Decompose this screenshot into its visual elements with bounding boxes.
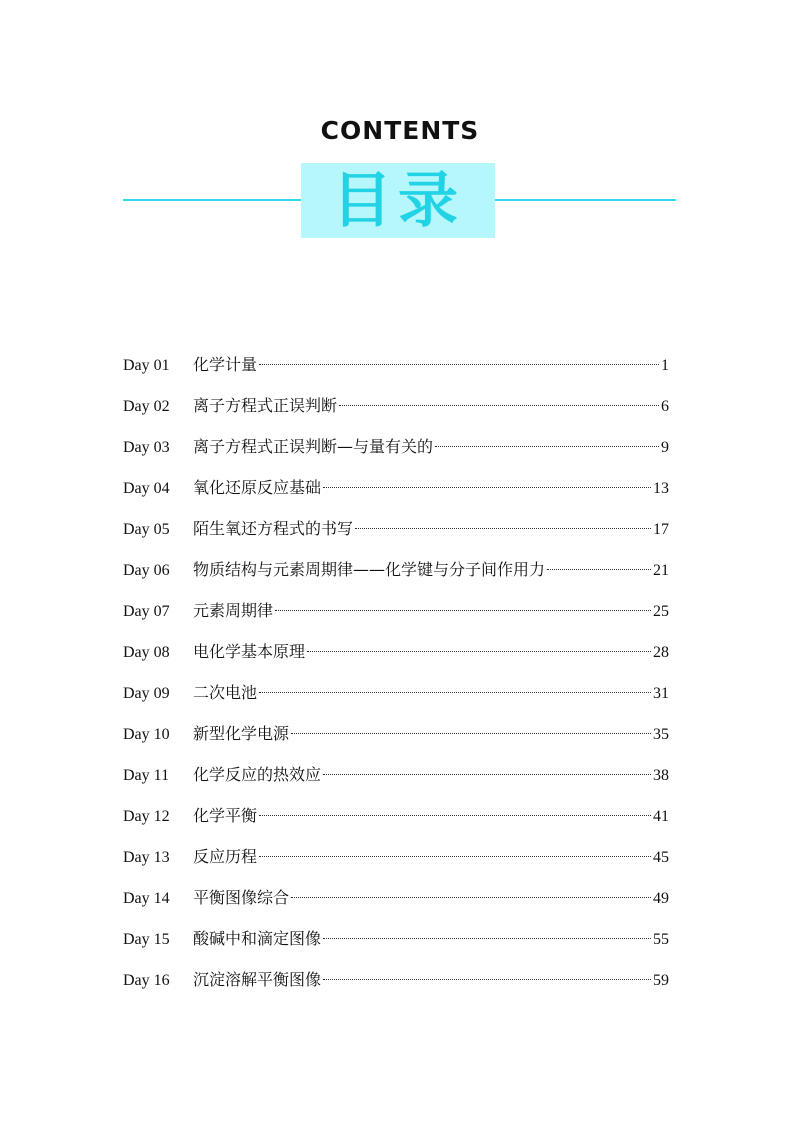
toc-page-number: 9 [661, 439, 669, 456]
toc-dot-leader [339, 405, 659, 406]
toc-dot-leader [259, 815, 651, 816]
toc-dot-leader [435, 446, 659, 447]
toc-entry[interactable] [123, 877, 669, 918]
toc-title: 陌生氧还方程式的书写 [193, 519, 354, 538]
toc-page-number: 17 [653, 521, 669, 538]
toc-day-label: Day 14 [123, 890, 170, 907]
toc-entry[interactable] [123, 426, 669, 467]
header-rule-right [495, 199, 676, 201]
toc-entry[interactable] [123, 959, 669, 1000]
toc-page-number: 55 [653, 931, 669, 948]
toc-day-label: Day 02 [123, 398, 170, 415]
toc-page-number: 1 [661, 357, 669, 374]
toc-dot-leader [307, 651, 651, 652]
toc-title: 平衡图像综合 [193, 888, 290, 907]
toc-entry[interactable] [123, 836, 669, 877]
toc-dot-leader [323, 979, 651, 980]
toc-day-label: Day 16 [123, 972, 170, 989]
contents-label: CONTENTS [320, 116, 480, 145]
header-rule-left [123, 199, 301, 201]
toc-dot-leader [259, 364, 659, 365]
toc-dot-leader [291, 733, 651, 734]
toc-title: 反应历程 [193, 847, 258, 866]
toc-title: 化学平衡 [193, 806, 258, 825]
toc-day-label: Day 07 [123, 603, 170, 620]
toc-entry[interactable] [123, 795, 669, 836]
toc-dot-leader [323, 774, 651, 775]
toc-title: 酸碱中和滴定图像 [193, 929, 322, 948]
toc-entry[interactable] [123, 549, 669, 590]
toc-dot-leader [259, 856, 651, 857]
toc-day-label: Day 15 [123, 931, 170, 948]
toc-title: 离子方程式正误判断—与量有关的 [193, 437, 434, 456]
toc-entry[interactable] [123, 754, 669, 795]
toc-dot-leader [323, 938, 651, 939]
toc-page-number: 41 [653, 808, 669, 825]
toc-title: 氧化还原反应基础 [193, 478, 322, 497]
title-box [301, 163, 495, 238]
toc-dot-leader [259, 692, 651, 693]
toc-title: 物质结构与元素周期律——化学键与分子间作用力 [193, 560, 546, 579]
page-title: 目录 [332, 165, 464, 236]
toc-day-label: Day 08 [123, 644, 170, 661]
toc-entry[interactable] [123, 713, 669, 754]
toc-dot-leader [355, 528, 651, 529]
toc-title: 元素周期律 [193, 601, 274, 620]
toc-title: 化学计量 [193, 355, 258, 374]
toc-day-label: Day 05 [123, 521, 170, 538]
toc-page-number: 21 [653, 562, 669, 579]
toc-title: 化学反应的热效应 [193, 765, 322, 784]
toc-entry[interactable] [123, 344, 669, 385]
toc-page-number: 6 [661, 398, 669, 415]
toc-day-label: Day 09 [123, 685, 170, 702]
toc-title: 电化学基本原理 [193, 642, 306, 661]
toc-day-label: Day 04 [123, 480, 170, 497]
toc-entry[interactable] [123, 590, 669, 631]
toc-page-number: 13 [653, 480, 669, 497]
toc-dot-leader [275, 610, 651, 611]
toc-title: 新型化学电源 [193, 724, 290, 743]
table-of-contents [123, 344, 669, 1000]
toc-day-label: Day 12 [123, 808, 170, 825]
toc-day-label: Day 10 [123, 726, 170, 743]
toc-title: 离子方程式正误判断 [193, 396, 338, 415]
toc-page-number: 25 [653, 603, 669, 620]
toc-page-number: 49 [653, 890, 669, 907]
toc-day-label: Day 01 [123, 357, 170, 374]
toc-dot-leader [547, 569, 651, 570]
toc-day-label: Day 06 [123, 562, 170, 579]
toc-entry[interactable] [123, 385, 669, 426]
toc-day-label: Day 03 [123, 439, 170, 456]
toc-day-label: Day 11 [123, 767, 170, 784]
toc-title: 沉淀溶解平衡图像 [193, 970, 322, 989]
toc-page-number: 38 [653, 767, 669, 784]
toc-day-label: Day 13 [123, 849, 170, 866]
toc-dot-leader [291, 897, 651, 898]
toc-entry[interactable] [123, 467, 669, 508]
toc-page-number: 35 [653, 726, 669, 743]
toc-page-number: 28 [653, 644, 669, 661]
toc-page-number: 31 [653, 685, 669, 702]
toc-page-number: 45 [653, 849, 669, 866]
toc-entry[interactable] [123, 631, 669, 672]
toc-entry[interactable] [123, 508, 669, 549]
toc-title: 二次电池 [193, 683, 258, 702]
toc-page-number: 59 [653, 972, 669, 989]
toc-entry[interactable] [123, 672, 669, 713]
toc-entry[interactable] [123, 918, 669, 959]
toc-dot-leader [323, 487, 651, 488]
